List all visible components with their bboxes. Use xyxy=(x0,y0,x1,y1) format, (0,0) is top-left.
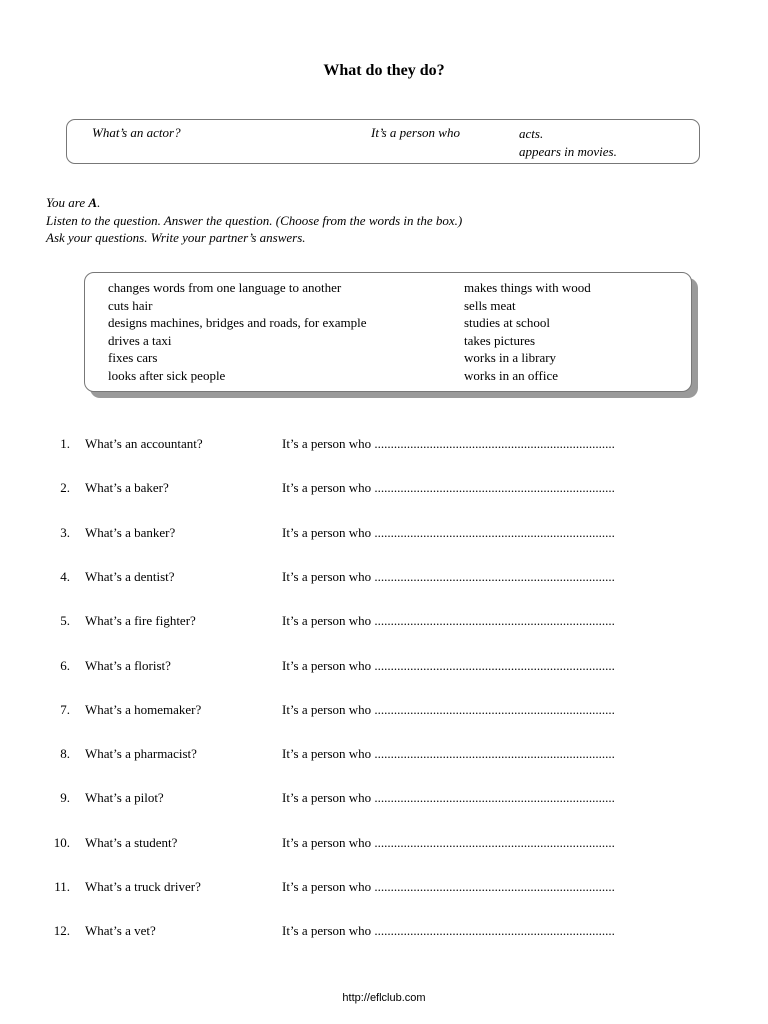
instruction-line-3: Ask your questions. Write your partner’s answers. xyxy=(46,230,306,245)
question-text: What’s a dentist? xyxy=(85,568,175,584)
example-answer: appears in movies. xyxy=(519,144,617,159)
answer-line: It’s a person who .......................................................................... xyxy=(282,746,615,762)
question-number: 9. xyxy=(60,790,70,806)
word-item: drives a taxi xyxy=(108,332,172,348)
instruction-line-1: You are A. xyxy=(46,195,101,210)
answer-line: It’s a person who .......................................................................... xyxy=(282,613,615,629)
question-text: What’s a vet? xyxy=(85,923,156,939)
question-text: What’s a truck driver? xyxy=(85,879,201,894)
word-column-right xyxy=(464,279,591,385)
answer-line: It’s a person who .......................................................................... xyxy=(282,480,615,496)
example-answer: acts. xyxy=(519,126,544,141)
word-item: changes words from one language to another xyxy=(108,280,342,295)
question-number: 8. xyxy=(60,746,70,762)
word-item: fixes cars xyxy=(108,350,158,366)
question-text: What’s a student? xyxy=(85,834,178,850)
example-answer-start: It’s a person who xyxy=(371,125,460,140)
instructions xyxy=(46,194,462,247)
instruction-line-2: Listen to the question. Answer the question. (Choose from the words in the box.) xyxy=(46,212,463,228)
question-text: What’s a pilot? xyxy=(85,790,164,806)
word-box xyxy=(84,272,692,392)
answer-line: It’s a person who .......................................................................... xyxy=(282,701,615,717)
answer-line: It’s a person who .......................................................................... xyxy=(282,923,615,939)
answer-line: It’s a person who .......................................................................... xyxy=(282,436,615,451)
word-item: takes pictures xyxy=(464,332,536,348)
question-number: 3. xyxy=(60,524,70,540)
word-item: makes things with wood xyxy=(464,280,591,295)
word-item: studies at school xyxy=(464,315,550,331)
question-number: 7. xyxy=(60,701,70,717)
question-number: 4. xyxy=(60,568,70,584)
example-answers xyxy=(519,125,617,161)
question-number: 2. xyxy=(60,480,70,496)
word-item: sells meat xyxy=(464,297,516,313)
question-number: 10. xyxy=(53,834,70,850)
answer-line: It’s a person who .......................................................................... xyxy=(282,657,615,673)
question-text: What’s a baker? xyxy=(85,480,169,496)
answer-line: It’s a person who .......................................................................... xyxy=(282,568,615,584)
role-label: A xyxy=(88,195,98,210)
answer-line: It’s a person who .......................................................................... xyxy=(282,834,615,850)
answer-line: It’s a person who .......................................................................... xyxy=(282,790,615,806)
question-text: What’s an accountant? xyxy=(85,436,203,451)
question-text: What’s a homemaker? xyxy=(85,701,202,717)
page-title: What do they do? xyxy=(323,62,445,79)
question-text: What’s a florist? xyxy=(85,657,171,673)
footer-url: http://eflclub.com xyxy=(342,992,426,1004)
word-item: works in an office xyxy=(464,367,558,383)
word-item: cuts hair xyxy=(108,297,153,313)
word-item: designs machines, bridges and roads, for example xyxy=(108,315,367,331)
question-number: 5. xyxy=(60,613,70,629)
example-question: What’s an actor? xyxy=(92,125,181,140)
word-item: looks after sick people xyxy=(108,367,226,383)
answer-line: It’s a person who .......................................................................... xyxy=(282,524,615,540)
question-number: 11. xyxy=(54,879,70,894)
question-number: 12. xyxy=(53,923,70,939)
word-column-left xyxy=(108,279,366,385)
word-item: works in a library xyxy=(464,350,557,366)
question-text: What’s a banker? xyxy=(85,524,176,540)
question-text: What’s a pharmacist? xyxy=(85,746,197,762)
question-number: 6. xyxy=(60,657,70,673)
example-box xyxy=(66,119,700,164)
question-number: 1. xyxy=(60,436,70,451)
question-text: What’s a fire fighter? xyxy=(85,613,196,629)
answer-line: It’s a person who .......................................................................... xyxy=(282,879,615,894)
